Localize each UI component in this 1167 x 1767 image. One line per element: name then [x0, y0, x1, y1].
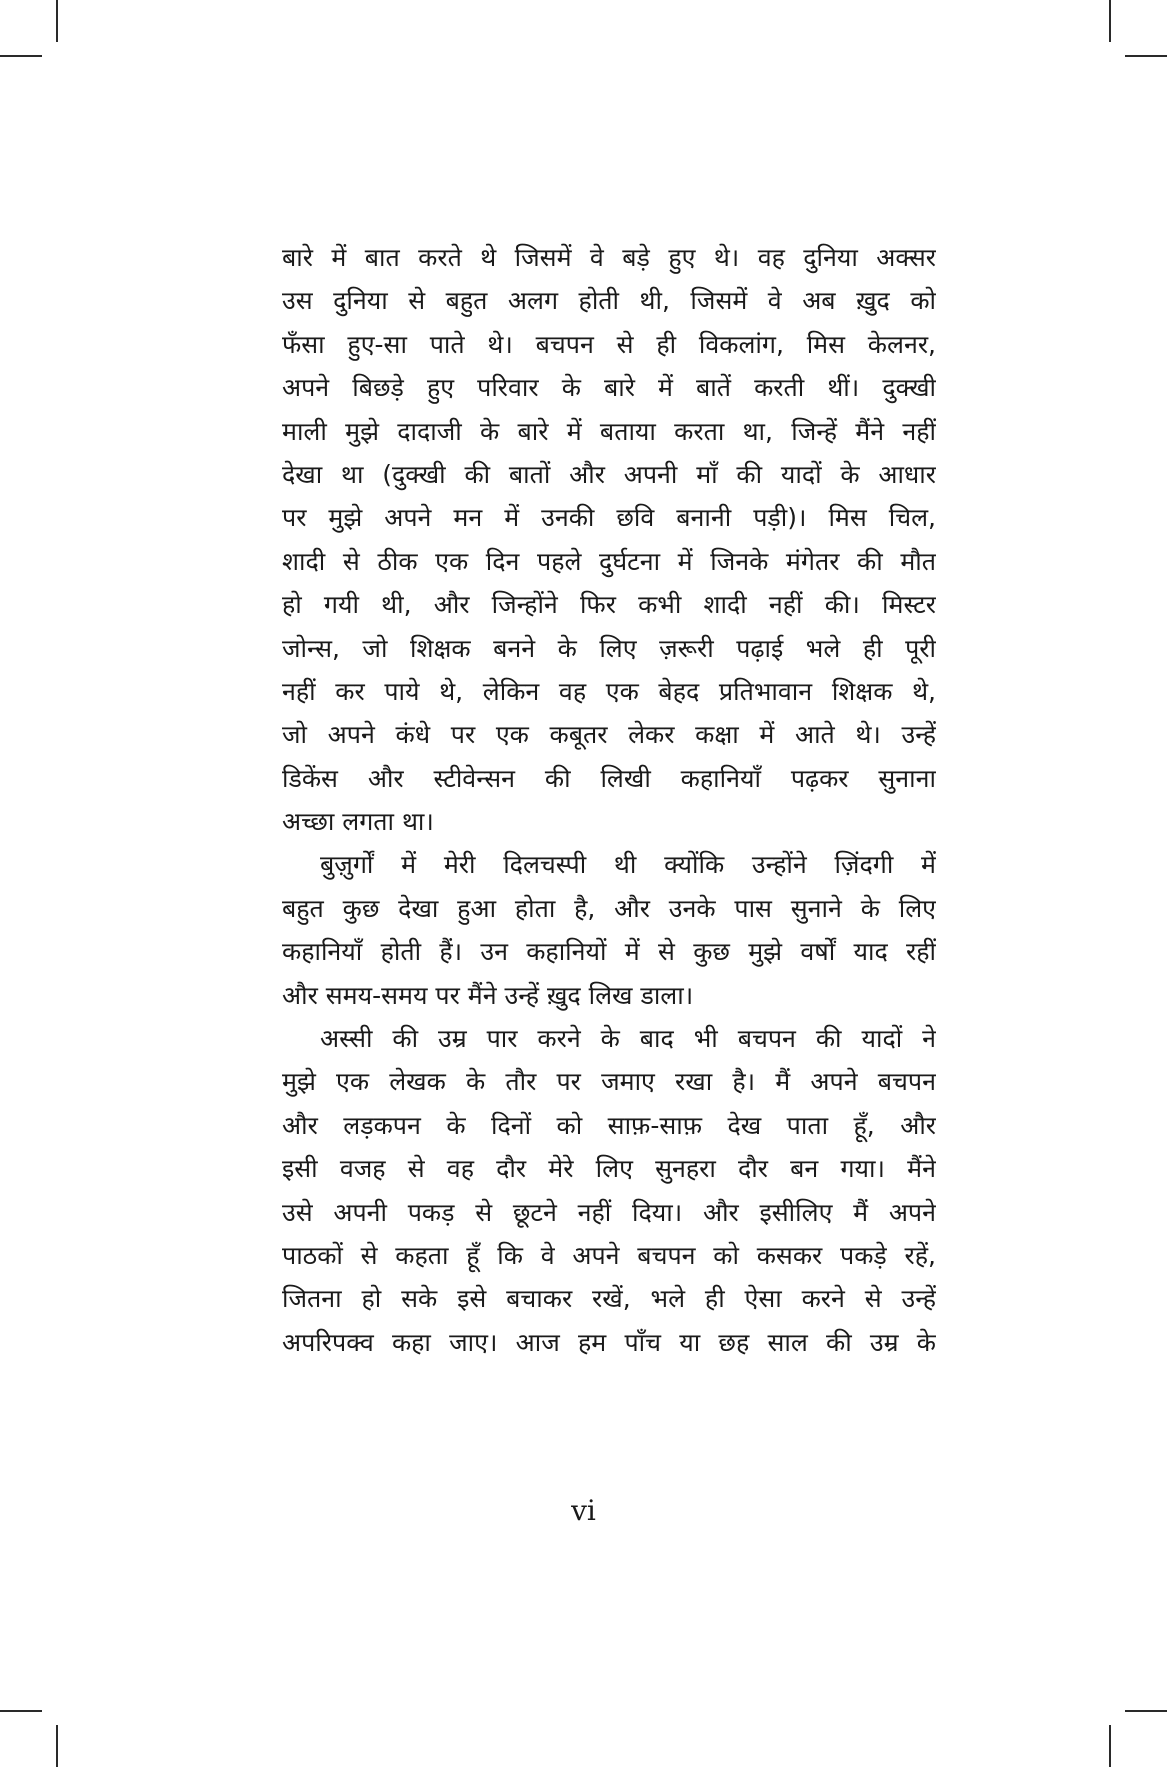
text-line: अस्सी की उम्र पार करने के बाद भी बचपन की यादों ने: [320, 1024, 936, 1054]
text-line: अच्छा लगता था।: [282, 807, 434, 837]
text-line: और लड़कपन के दिनों को साफ़-साफ़ देख पाता हूँ, और: [282, 1110, 936, 1140]
text-line: जोन्स, जो शिक्षक बनने के लिए ज़रूरी पढ़ाई भले ही पूरी: [282, 633, 936, 663]
text-line: माली मुझे दादाजी के बारे में बताया करता था, जिन्हें मैंने नहीं: [282, 416, 936, 446]
text-line: फँसा हुए-सा पाते थे। बचपन से ही विकलांग, मिस केलनर,: [282, 329, 936, 359]
text-line: उस दुनिया से बहुत अलग होती थी, जिसमें वे अब ख़ुद को: [282, 286, 936, 316]
crop-mark-bottom-left-vertical: [56, 1725, 58, 1767]
crop-mark-top-right-horizontal: [1125, 55, 1167, 57]
text-line: पर मुझे अपने मन में उनकी छवि बनानी पड़ी)। मिस चिल,: [282, 503, 936, 533]
crop-mark-bottom-right-horizontal: [1125, 1710, 1167, 1712]
crop-mark-bottom-left-horizontal: [0, 1710, 42, 1712]
text-line: बारे में बात करते थे जिसमें वे बड़े हुए थे। वह दुनिया अक्सर: [282, 243, 936, 272]
text-line: उसे अपनी पकड़ से छूटने नहीं दिया। और इसीलिए मैं अपने: [282, 1197, 936, 1227]
text-line: अपरिपक्व कहा जाए। आज हम पाँच या छह साल की उम्र के: [282, 1327, 936, 1357]
crop-mark-top-right-vertical: [1109, 0, 1111, 42]
body-text: [282, 236, 936, 1364]
text-line: इसी वजह से वह दौर मेरे लिए सुनहरा दौर बन गया। मैंने: [282, 1154, 936, 1184]
text-line: जो अपने कंधे पर एक कबूतर लेकर कक्षा में आते थे। उन्हें: [282, 720, 936, 750]
text-line: और समय-समय पर मैंने उन्हें ख़ुद लिख डाला।: [282, 980, 694, 1010]
text-line: नहीं कर पाये थे, लेकिन वह एक बेहद प्रतिभावान शिक्षक थे,: [282, 676, 936, 706]
text-line: डिकेंस और स्टीवेन्सन की लिखी कहानियाँ पढ़कर सुनाना: [282, 763, 936, 793]
page-number: vi: [571, 1494, 596, 1527]
text-line: बहुत कुछ देखा हुआ होता है, और उनके पास सुनाने के लिए: [282, 893, 936, 923]
text-line: हो गयी थी, और जिन्होंने फिर कभी शादी नहीं की। मिस्टर: [282, 590, 936, 620]
text-line: देखा था (दुक्खी की बातों और अपनी माँ की यादों के आधार: [282, 459, 936, 489]
crop-mark-top-left-vertical: [56, 0, 58, 42]
text-line: बुज़ुर्गों में मेरी दिलचस्पी थी क्योंकि उन्होंने ज़िंदगी में: [320, 850, 936, 880]
text-line: अपने बिछड़े हुए परिवार के बारे में बातें करती थीं। दुक्खी: [282, 373, 936, 403]
text-line: शादी से ठीक एक दिन पहले दुर्घटना में जिनके मंगेतर की मौत: [282, 546, 936, 576]
crop-mark-bottom-right-vertical: [1109, 1725, 1111, 1767]
crop-mark-top-left-horizontal: [0, 55, 42, 57]
text-line: जितना हो सके इसे बचाकर रखें, भले ही ऐसा करने से उन्हें: [282, 1284, 936, 1314]
text-line: पाठकों से कहता हूँ कि वे अपने बचपन को कसकर पकड़े रहें,: [282, 1240, 936, 1270]
text-line: मुझे एक लेखक के तौर पर जमाए रखा है। मैं अपने बचपन: [282, 1067, 936, 1097]
text-line: कहानियाँ होती हैं। उन कहानियों में से कुछ मुझे वर्षों याद रहीं: [282, 937, 936, 967]
